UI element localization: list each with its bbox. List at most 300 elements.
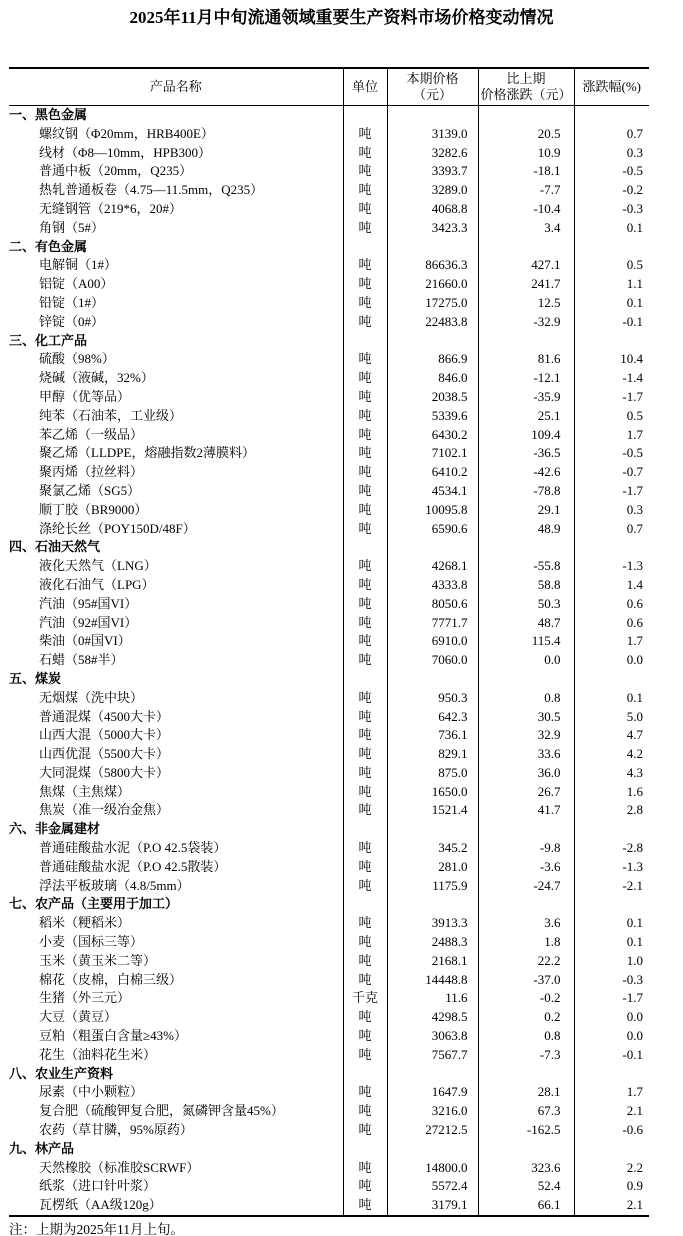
current-price-cell: 17275.0 [387, 294, 478, 313]
unit-cell: 吨 [343, 520, 387, 539]
price-change-cell: 32.9 [478, 726, 574, 745]
product-row [9, 256, 649, 275]
change-pct-cell: -1.7 [574, 989, 649, 1008]
unit-cell: 吨 [343, 858, 387, 877]
unit-cell: 吨 [343, 294, 387, 313]
current-price-cell: 6410.2 [387, 463, 478, 482]
column-header-change-line2: 价格涨跌（元） [480, 87, 572, 102]
product-row [9, 877, 649, 896]
unit-cell: 吨 [343, 952, 387, 971]
product-row [9, 313, 649, 332]
price-change-cell: 427.1 [478, 256, 574, 275]
price-table [9, 67, 649, 1217]
product-row [9, 125, 649, 144]
change-pct-cell: 0.0 [574, 1008, 649, 1027]
empty-price-cell [387, 670, 478, 689]
current-price-cell: 2168.1 [387, 952, 478, 971]
product-row [9, 595, 649, 614]
empty-change-cell [478, 332, 574, 351]
price-change-cell: -12.1 [478, 369, 574, 388]
unit-cell: 吨 [343, 501, 387, 520]
unit-cell: 吨 [343, 764, 387, 783]
current-price-cell: 3282.6 [387, 144, 478, 163]
product-row [9, 388, 649, 407]
section-row [9, 895, 649, 914]
column-header-unit: 单位 [343, 68, 387, 106]
section-row [9, 332, 649, 351]
product-row [9, 708, 649, 727]
change-pct-cell: -2.1 [574, 877, 649, 896]
product-row [9, 1008, 649, 1027]
change-pct-cell: 1.7 [574, 426, 649, 445]
section-row [9, 820, 649, 839]
change-pct-cell: 4.2 [574, 745, 649, 764]
current-price-cell: 1521.4 [387, 801, 478, 820]
current-price-cell: 6590.6 [387, 520, 478, 539]
product-row [9, 162, 649, 181]
price-change-cell: -37.0 [478, 971, 574, 990]
product-name-cell: 普通中板（20mm，Q235） [39, 163, 193, 179]
current-price-cell: 3393.7 [387, 162, 478, 181]
change-pct-cell: 2.1 [574, 1102, 649, 1121]
current-price-cell: 829.1 [387, 745, 478, 764]
price-change-cell: 48.9 [478, 520, 574, 539]
product-name-cell: 生猪（外三元） [39, 990, 131, 1006]
product-name-cell: 螺纹钢（Φ20mm，HRB400E） [39, 125, 214, 141]
empty-change-cell [478, 820, 574, 839]
product-row [9, 482, 649, 501]
change-pct-cell: -1.3 [574, 858, 649, 877]
product-name-cell: 锌锭（0#） [39, 313, 105, 329]
unit-cell: 吨 [343, 557, 387, 576]
price-change-cell: -78.8 [478, 482, 574, 501]
product-row [9, 952, 649, 971]
empty-unit-cell [343, 538, 387, 557]
current-price-cell: 1175.9 [387, 877, 478, 896]
unit-cell: 吨 [343, 801, 387, 820]
product-name-cell: 汽油（92#国VI） [39, 614, 138, 630]
section-row [9, 238, 649, 257]
product-row [9, 219, 649, 238]
current-price-cell: 875.0 [387, 764, 478, 783]
product-name-cell: 角钢（5#） [39, 219, 105, 235]
empty-pct-cell [574, 1065, 649, 1084]
product-name-cell: 焦炭（准一级冶金焦） [39, 802, 170, 818]
product-row [9, 971, 649, 990]
product-row [9, 632, 649, 651]
change-pct-cell: 1.0 [574, 952, 649, 971]
product-name-cell: 玉米（黄玉米二等） [39, 952, 157, 968]
unit-cell: 千克 [343, 989, 387, 1008]
product-name-cell: 涤纶长丝（POY150D/48F） [39, 520, 196, 536]
change-pct-cell: 1.4 [574, 576, 649, 595]
price-change-cell: 323.6 [478, 1159, 574, 1178]
product-name-cell: 纯苯（石油苯，工业级） [39, 407, 183, 423]
section-row [9, 1140, 649, 1159]
empty-change-cell [478, 895, 574, 914]
column-header-price-line1: 本期价格 [406, 71, 459, 86]
product-row [9, 576, 649, 595]
change-pct-cell: 0.1 [574, 933, 649, 952]
empty-change-cell [478, 1065, 574, 1084]
current-price-cell: 5339.6 [387, 407, 478, 426]
header-row [9, 68, 649, 106]
unit-cell: 吨 [343, 614, 387, 633]
product-row [9, 1159, 649, 1178]
section-title: 五、煤炭 [9, 670, 62, 686]
footnote: 注：上期为2025年11月上旬。 [9, 1222, 184, 1236]
table-header [9, 68, 649, 106]
current-price-cell: 14800.0 [387, 1159, 478, 1178]
product-name-cell: 天然橡胶（标准胶SCRWF） [39, 1159, 200, 1175]
current-price-cell: 1650.0 [387, 783, 478, 802]
price-change-cell: -24.7 [478, 877, 574, 896]
price-change-cell: 52.4 [478, 1177, 574, 1196]
section-title: 三、化工产品 [9, 332, 88, 348]
product-name-cell: 棉花（皮棉，白棉三级） [39, 971, 183, 987]
current-price-cell: 3913.3 [387, 914, 478, 933]
product-name-cell: 聚氯乙烯（SG5） [39, 482, 141, 498]
current-price-cell: 7060.0 [387, 651, 478, 670]
unit-cell: 吨 [343, 689, 387, 708]
product-name-cell: 甲醇（优等品） [39, 388, 131, 404]
product-name-cell: 尿素（中小颗粒） [39, 1084, 144, 1100]
product-row [9, 989, 649, 1008]
product-name-cell: 烧碱（液碱，32%） [39, 370, 154, 386]
product-row [9, 294, 649, 313]
product-name-cell: 山西大混（5000大卡） [39, 727, 170, 743]
change-pct-cell: 1.7 [574, 632, 649, 651]
empty-unit-cell [343, 895, 387, 914]
current-price-cell: 86636.3 [387, 256, 478, 275]
current-price-cell: 4068.8 [387, 200, 478, 219]
page-title: 2025年11月中旬流通领域重要生产资料市场价格变动情况 [129, 8, 554, 27]
column-header-change [478, 68, 574, 106]
section-title: 八、农业生产资料 [9, 1065, 114, 1081]
product-name-cell: 线材（Φ8—10mm，HPB300） [39, 144, 212, 160]
current-price-cell: 6430.2 [387, 426, 478, 445]
product-name-cell: 汽油（95#国VI） [39, 595, 138, 611]
product-row [9, 745, 649, 764]
price-change-cell: 0.8 [478, 1027, 574, 1046]
empty-change-cell [478, 106, 574, 125]
product-name-cell: 铝锭（A00） [39, 276, 114, 292]
current-price-cell: 846.0 [387, 369, 478, 388]
product-name-cell: 铅锭（1#） [39, 294, 105, 310]
section-row [9, 1065, 649, 1084]
price-change-cell: -162.5 [478, 1121, 574, 1140]
product-name-cell: 聚乙烯（LLDPE，熔融指数2薄膜料） [39, 445, 255, 461]
unit-cell: 吨 [343, 632, 387, 651]
product-row [9, 1027, 649, 1046]
product-row [9, 783, 649, 802]
unit-cell: 吨 [343, 877, 387, 896]
current-price-cell: 27212.5 [387, 1121, 478, 1140]
change-pct-cell: 5.0 [574, 708, 649, 727]
column-header-change-line1: 比上期 [506, 71, 546, 86]
empty-pct-cell [574, 538, 649, 557]
product-name-cell: 液化石油气（LPG） [39, 576, 155, 592]
current-price-cell: 281.0 [387, 858, 478, 877]
empty-price-cell [387, 238, 478, 257]
unit-cell: 吨 [343, 745, 387, 764]
unit-cell: 吨 [343, 708, 387, 727]
unit-cell: 吨 [343, 1083, 387, 1102]
empty-pct-cell [574, 332, 649, 351]
product-name-cell: 稻米（粳稻米） [39, 915, 131, 931]
change-pct-cell: 4.3 [574, 764, 649, 783]
product-name-cell: 液化天然气（LNG） [39, 558, 157, 574]
current-price-cell: 2488.3 [387, 933, 478, 952]
product-name-cell: 普通混煤（4500大卡） [39, 708, 170, 724]
product-row [9, 407, 649, 426]
change-pct-cell: 0.1 [574, 219, 649, 238]
current-price-cell: 950.3 [387, 689, 478, 708]
change-pct-cell: 0.6 [574, 614, 649, 633]
product-row [9, 689, 649, 708]
product-row [9, 858, 649, 877]
change-pct-cell: 0.5 [574, 407, 649, 426]
change-pct-cell: -0.1 [574, 313, 649, 332]
empty-pct-cell [574, 1140, 649, 1159]
price-change-cell: -55.8 [478, 557, 574, 576]
current-price-cell: 4268.1 [387, 557, 478, 576]
unit-cell: 吨 [343, 651, 387, 670]
product-row [9, 520, 649, 539]
current-price-cell: 11.6 [387, 989, 478, 1008]
price-change-cell: 3.4 [478, 219, 574, 238]
change-pct-cell: -1.7 [574, 388, 649, 407]
empty-change-cell [478, 238, 574, 257]
empty-price-cell [387, 820, 478, 839]
empty-pct-cell [574, 106, 649, 125]
column-header-pct: 涨跌幅(%) [574, 68, 649, 106]
price-change-cell: 26.7 [478, 783, 574, 802]
product-row [9, 1083, 649, 1102]
current-price-cell: 7102.1 [387, 444, 478, 463]
empty-unit-cell [343, 106, 387, 125]
change-pct-cell: 1.7 [574, 1083, 649, 1102]
current-price-cell: 14448.8 [387, 971, 478, 990]
empty-unit-cell [343, 1065, 387, 1084]
current-price-cell: 736.1 [387, 726, 478, 745]
empty-unit-cell [343, 670, 387, 689]
empty-price-cell [387, 895, 478, 914]
unit-cell: 吨 [343, 1046, 387, 1065]
current-price-cell: 3179.1 [387, 1196, 478, 1216]
product-row [9, 914, 649, 933]
change-pct-cell: -1.3 [574, 557, 649, 576]
product-name-cell: 无缝钢管（219*6，20#） [39, 200, 183, 216]
change-pct-cell: 0.1 [574, 689, 649, 708]
empty-pct-cell [574, 895, 649, 914]
change-pct-cell: 2.2 [574, 1159, 649, 1178]
section-title: 六、非金属建材 [9, 821, 101, 837]
product-row [9, 557, 649, 576]
product-name-cell: 普通硅酸盐水泥（P.O 42.5袋装） [39, 840, 227, 856]
change-pct-cell: 0.7 [574, 520, 649, 539]
section-row [9, 106, 649, 125]
empty-change-cell [478, 1140, 574, 1159]
unit-cell: 吨 [343, 482, 387, 501]
change-pct-cell: 0.0 [574, 1027, 649, 1046]
unit-cell: 吨 [343, 463, 387, 482]
current-price-cell: 3423.3 [387, 219, 478, 238]
price-change-cell: -35.9 [478, 388, 574, 407]
unit-cell: 吨 [343, 219, 387, 238]
empty-unit-cell [343, 820, 387, 839]
change-pct-cell: -0.1 [574, 1046, 649, 1065]
price-change-cell: 36.0 [478, 764, 574, 783]
unit-cell: 吨 [343, 1196, 387, 1216]
section-title: 二、有色金属 [9, 238, 88, 254]
price-change-cell: 50.3 [478, 595, 574, 614]
unit-cell: 吨 [343, 407, 387, 426]
unit-cell: 吨 [343, 350, 387, 369]
current-price-cell: 3139.0 [387, 125, 478, 144]
price-change-cell: 109.4 [478, 426, 574, 445]
change-pct-cell: -0.7 [574, 463, 649, 482]
current-price-cell: 345.2 [387, 839, 478, 858]
unit-cell: 吨 [343, 144, 387, 163]
product-name-cell: 普通硅酸盐水泥（P.O 42.5散装） [39, 858, 227, 874]
change-pct-cell: 10.4 [574, 350, 649, 369]
change-pct-cell: -0.3 [574, 971, 649, 990]
product-row [9, 200, 649, 219]
change-pct-cell: -0.5 [574, 444, 649, 463]
product-row [9, 426, 649, 445]
product-name-cell: 山西优混（5500大卡） [39, 746, 170, 762]
change-pct-cell: 0.9 [574, 1177, 649, 1196]
product-row [9, 1121, 649, 1140]
empty-pct-cell [574, 670, 649, 689]
column-header-price [387, 68, 478, 106]
current-price-cell: 7771.7 [387, 614, 478, 633]
unit-cell: 吨 [343, 162, 387, 181]
product-name-cell: 聚丙烯（拉丝料） [39, 464, 144, 480]
current-price-cell: 10095.8 [387, 501, 478, 520]
product-row [9, 275, 649, 294]
unit-cell: 吨 [343, 426, 387, 445]
price-change-cell: 0.2 [478, 1008, 574, 1027]
current-price-cell: 4333.8 [387, 576, 478, 595]
unit-cell: 吨 [343, 783, 387, 802]
product-name-cell: 顺丁胶（BR9000） [39, 501, 148, 517]
price-change-cell: -7.7 [478, 181, 574, 200]
column-header-price-line2: （元） [412, 87, 452, 102]
product-row [9, 839, 649, 858]
change-pct-cell: -1.7 [574, 482, 649, 501]
change-pct-cell: 0.7 [574, 125, 649, 144]
empty-pct-cell [574, 820, 649, 839]
empty-price-cell [387, 106, 478, 125]
product-row [9, 369, 649, 388]
section-title: 九、林产品 [9, 1140, 75, 1156]
change-pct-cell: -0.2 [574, 181, 649, 200]
price-change-cell: 22.2 [478, 952, 574, 971]
current-price-cell: 7567.7 [387, 1046, 478, 1065]
empty-price-cell [387, 538, 478, 557]
price-change-cell: -7.3 [478, 1046, 574, 1065]
product-name-cell: 纸浆（进口针叶浆） [39, 1178, 157, 1194]
empty-change-cell [478, 670, 574, 689]
price-change-cell: -10.4 [478, 200, 574, 219]
empty-unit-cell [343, 1140, 387, 1159]
product-name-cell: 焦煤（主焦煤） [39, 783, 131, 799]
unit-cell: 吨 [343, 1121, 387, 1140]
unit-cell: 吨 [343, 313, 387, 332]
price-change-cell: 0.0 [478, 651, 574, 670]
unit-cell: 吨 [343, 181, 387, 200]
product-name-cell: 小麦（国标三等） [39, 934, 144, 950]
product-row [9, 463, 649, 482]
unit-cell: 吨 [343, 726, 387, 745]
product-name-cell: 石蜡（58#半） [39, 652, 124, 668]
current-price-cell: 21660.0 [387, 275, 478, 294]
price-change-cell: 1.8 [478, 933, 574, 952]
unit-cell: 吨 [343, 1159, 387, 1178]
unit-cell: 吨 [343, 1177, 387, 1196]
product-row [9, 651, 649, 670]
product-row [9, 1102, 649, 1121]
change-pct-cell: -0.6 [574, 1121, 649, 1140]
change-pct-cell: -2.8 [574, 839, 649, 858]
change-pct-cell: -1.4 [574, 369, 649, 388]
product-name-cell: 柴油（0#国VI） [39, 633, 131, 649]
unit-cell: 吨 [343, 1008, 387, 1027]
price-change-cell: 66.1 [478, 1196, 574, 1216]
change-pct-cell: 2.8 [574, 801, 649, 820]
empty-change-cell [478, 538, 574, 557]
unit-cell: 吨 [343, 839, 387, 858]
section-title: 四、石油天然气 [9, 539, 101, 555]
price-change-cell: 81.6 [478, 350, 574, 369]
product-row [9, 1046, 649, 1065]
change-pct-cell: 1.1 [574, 275, 649, 294]
unit-cell: 吨 [343, 914, 387, 933]
unit-cell: 吨 [343, 369, 387, 388]
price-change-cell: 67.3 [478, 1102, 574, 1121]
change-pct-cell: -0.3 [574, 200, 649, 219]
price-change-cell: 30.5 [478, 708, 574, 727]
product-name-cell: 农药（草甘膦，95%原药） [39, 1122, 193, 1138]
product-name-cell: 浮法平板玻璃（4.8/5mm） [39, 877, 190, 893]
table-body [9, 106, 649, 1217]
product-name-cell: 复合肥（硫酸钾复合肥，氮磷钾含量45%） [39, 1103, 284, 1119]
current-price-cell: 642.3 [387, 708, 478, 727]
price-change-cell: 10.9 [478, 144, 574, 163]
empty-pct-cell [574, 238, 649, 257]
price-change-cell: 115.4 [478, 632, 574, 651]
price-change-cell: 41.7 [478, 801, 574, 820]
unit-cell: 吨 [343, 933, 387, 952]
current-price-cell: 1647.9 [387, 1083, 478, 1102]
unit-cell: 吨 [343, 595, 387, 614]
product-name-cell: 大同混煤（5800大卡） [39, 764, 170, 780]
product-row [9, 933, 649, 952]
section-row [9, 670, 649, 689]
product-name-cell: 花生（油料花生米） [39, 1046, 157, 1062]
product-row [9, 726, 649, 745]
current-price-cell: 4534.1 [387, 482, 478, 501]
product-name-cell: 硫酸（98%） [39, 351, 115, 367]
empty-price-cell [387, 332, 478, 351]
current-price-cell: 3063.8 [387, 1027, 478, 1046]
price-change-cell: -32.9 [478, 313, 574, 332]
price-change-cell: 48.7 [478, 614, 574, 633]
change-pct-cell: 1.6 [574, 783, 649, 802]
change-pct-cell: 4.7 [574, 726, 649, 745]
